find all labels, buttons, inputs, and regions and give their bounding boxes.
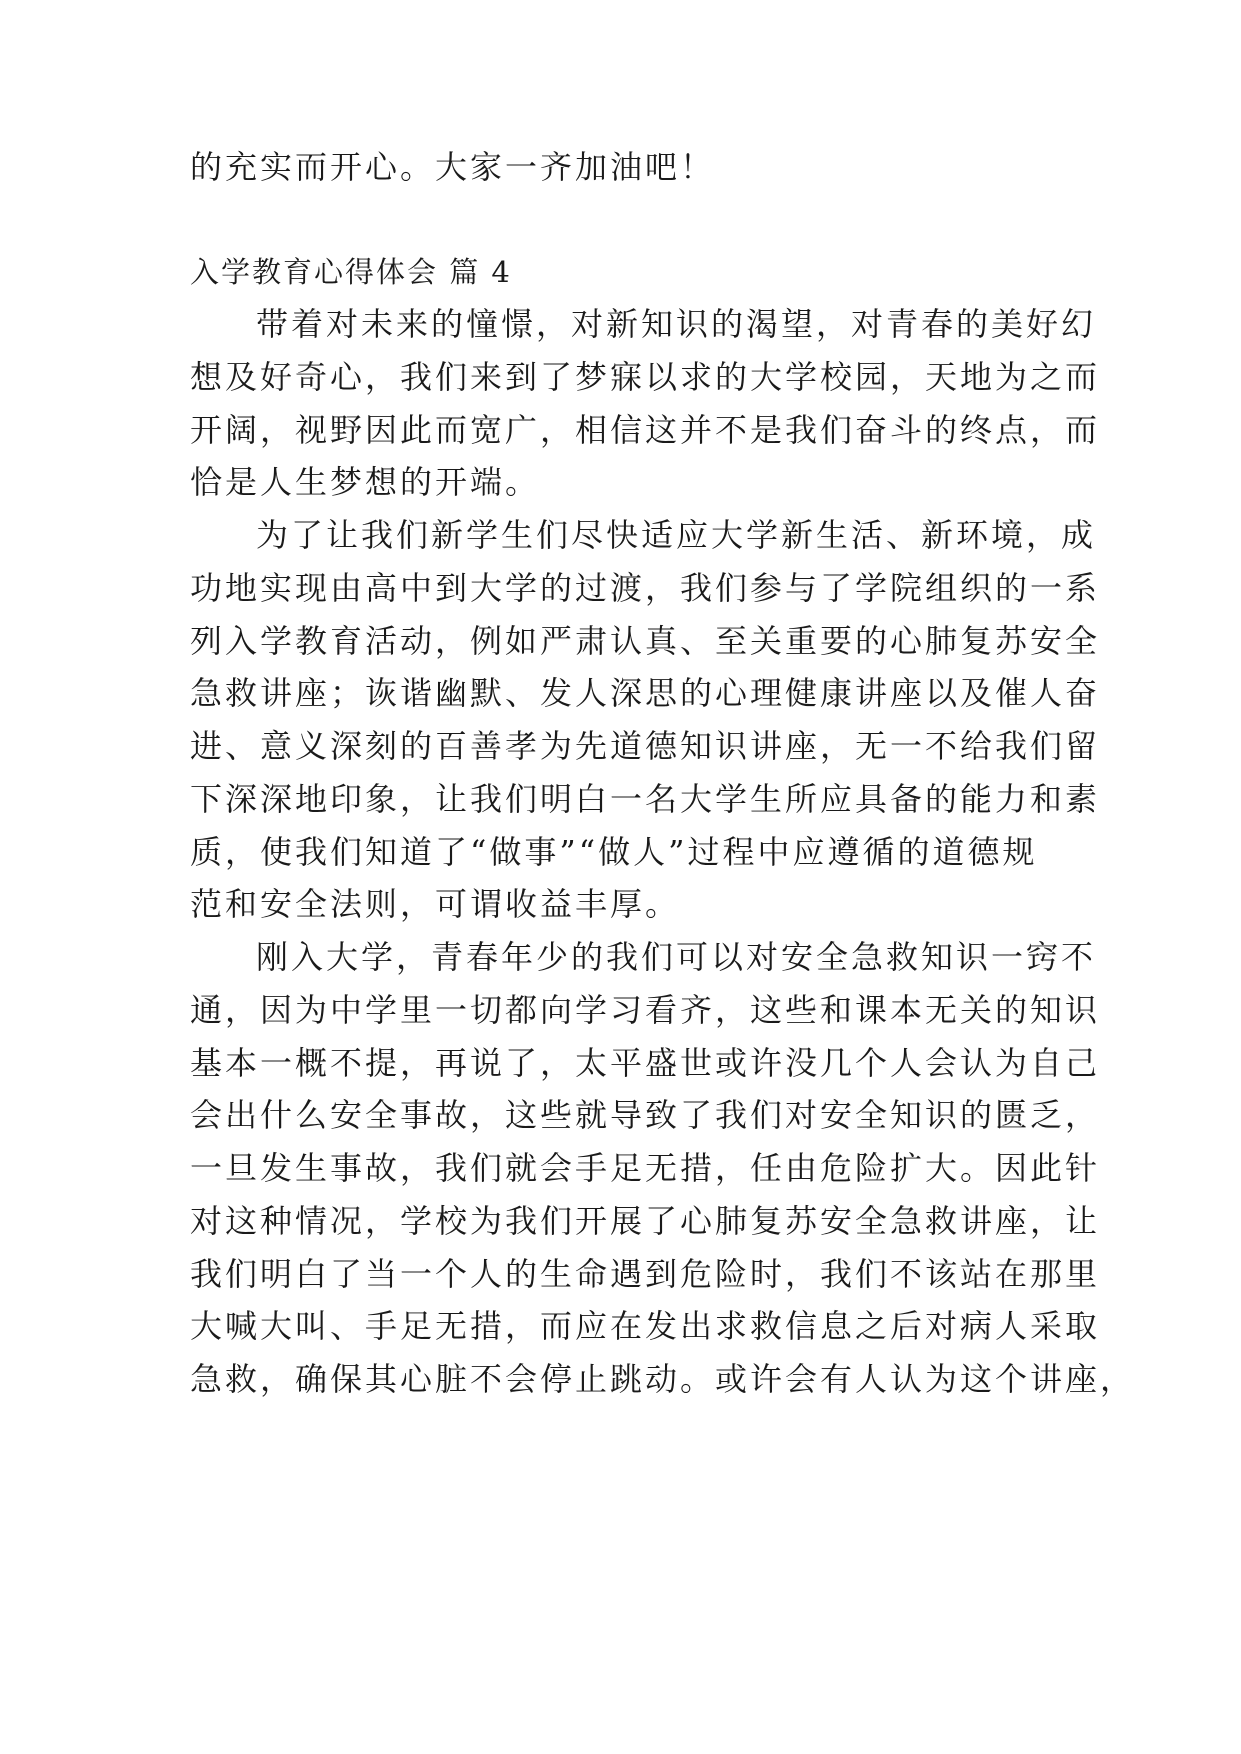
paragraph-line: 开阔，视野因此而宽广，相信这并不是我们奋斗的终点，而 [190, 411, 1101, 449]
paragraph-line: 基本一概不提，再说了，太平盛世或许没几个人会认为自己 [190, 1044, 1101, 1082]
paragraph-line: 恰是人生梦想的开端。 [190, 463, 541, 501]
paragraph-line: 会出什么安全事故，这些就导致了我们对安全知识的匮乏， [190, 1096, 1101, 1134]
paragraph-line: 质，使我们知道了“做事”“做人”过程中应遵循的道德规 [190, 833, 1038, 871]
paragraph-line: 进、意义深刻的百善孝为先道德知识讲座，无一不给我们留 [190, 727, 1101, 765]
paragraph-line: 刚入大学，青春年少的我们可以对安全急救知识一窍不 [256, 938, 1097, 976]
paragraph-line: 下深深地印象，让我们明白一名大学生所应具备的能力和素 [190, 780, 1101, 818]
paragraph-line: 列入学教育活动，例如严肃认真、至关重要的心肺复苏安全 [190, 622, 1101, 660]
paragraph-line: 功地实现由高中到大学的过渡，我们参与了学院组织的一系 [190, 569, 1101, 607]
paragraph-line: 范和安全法则，可谓收益丰厚。 [190, 885, 681, 923]
section-heading: 入学教育心得体会 篇 4 [190, 255, 512, 289]
paragraph-line: 一旦发生事故，我们就会手足无措，任由危险扩大。因此针 [190, 1149, 1101, 1187]
text-line: 的充实而开心。大家一齐加油吧！ [190, 148, 716, 186]
paragraph-line: 想及好奇心，我们来到了梦寐以求的大学校园，天地为之而 [190, 358, 1101, 396]
paragraph-line: 带着对未来的憧憬，对新知识的渴望，对青春的美好幻 [256, 305, 1097, 343]
paragraph-line: 通，因为中学里一切都向学习看齐，这些和课本无关的知识 [190, 991, 1101, 1029]
paragraph-line: 急救讲座；诙谐幽默、发人深思的心理健康讲座以及催人奋 [190, 674, 1101, 712]
paragraph-line: 对这种情况，学校为我们开展了心肺复苏安全急救讲座，让 [190, 1202, 1101, 1240]
paragraph-line: 为了让我们新学生们尽快适应大学新生活、新环境，成 [256, 516, 1097, 554]
paragraph-line: 急救，确保其心脏不会停止跳动。或许会有人认为这个讲座， [190, 1360, 1136, 1398]
paragraph-line: 我们明白了当一个人的生命遇到危险时，我们不该站在那里 [190, 1255, 1101, 1293]
paragraph-line: 大喊大叫、手足无措，而应在发出求救信息之后对病人采取 [190, 1307, 1101, 1345]
